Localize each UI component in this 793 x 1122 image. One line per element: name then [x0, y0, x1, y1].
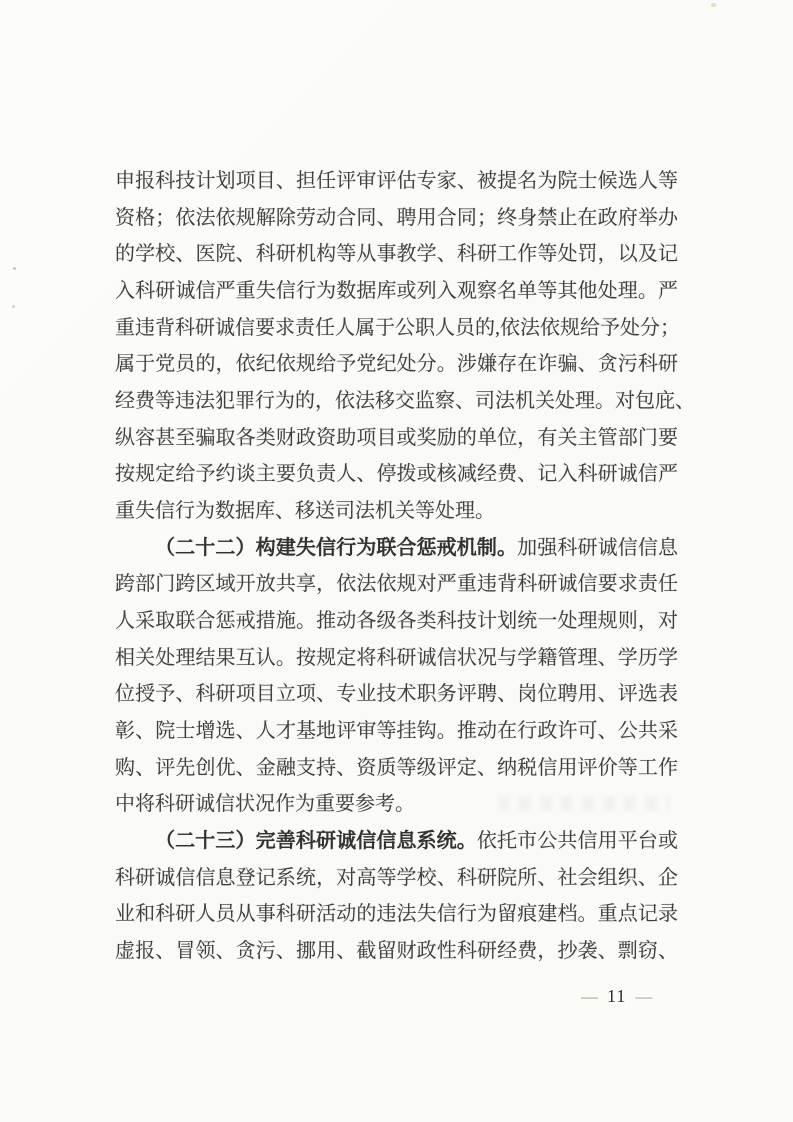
body-text-segment: 入科研诚信严重失信行为数据库或列入观察名单等其他处理。严 [115, 280, 678, 303]
body-text-segment: 科研诚信信息登记系统，对高等学校、科研院所、社会组织、企 [115, 866, 678, 889]
text-line [115, 383, 695, 420]
body-text-segment: 虚报、冒领、贪污、挪用、截留财政性科研经费，抄袭、剽窃、 [115, 940, 678, 963]
body-text-segment: 位授予、科研项目立项、专业技术职务评聘、岗位聘用、评选表 [115, 683, 678, 706]
body-text-segment: 申报科技计划项目、担任评审评估专家、被提名为院士候选人等 [115, 170, 678, 192]
text-line [115, 420, 678, 457]
page-number-dash-right: — [635, 986, 653, 1006]
body-text-segment: 纵容甚至骗取各类财政资助项目或奖励的单位，有关主管部门要 [115, 426, 678, 449]
text-line [115, 566, 678, 603]
scan-artifact-dot [12, 305, 15, 308]
body-text-segment: 跨部门跨区域开放共享，依法依规对严重违背科研诚信要求责任 [115, 573, 678, 596]
text-line [115, 493, 678, 530]
text-line [115, 786, 678, 823]
text-line [115, 896, 678, 933]
scan-artifact-dot [13, 267, 16, 270]
body-text-segment: 重违背科研诚信要求责任人属于公职人员的,依法依规给予处分； [115, 316, 680, 339]
page-number-value: 11 [607, 986, 627, 1006]
text-block [115, 163, 695, 970]
page-number [581, 986, 652, 1007]
text-line [115, 200, 678, 237]
text-line [115, 713, 678, 750]
text-line [115, 933, 678, 970]
clause-heading-segment: （二十三）完善科研诚信信息系统。 [155, 830, 477, 853]
body-text-segment: 中将科研诚信状况作为重要参考。 [115, 793, 415, 816]
text-line [115, 750, 678, 787]
body-text-segment: 经费等违法犯罪行为的，依法移交监察、司法机关处理。对包庇、 [115, 390, 695, 413]
text-line [115, 603, 678, 640]
scan-artifact-speck [711, 3, 716, 7]
text-line [115, 273, 678, 310]
body-text-segment: 业和科研人员从事科研活动的违法失信行为留痕建档。重点记录 [115, 903, 678, 926]
text-line [115, 236, 678, 273]
text-line [115, 676, 678, 713]
body-text-segment: 重失信行为数据库、移送司法机关等处理。 [115, 500, 495, 523]
text-line [115, 346, 678, 383]
text-line [115, 530, 678, 567]
text-line [115, 163, 678, 200]
clause-heading-segment: （二十二）构建失信行为联合惩戒机制。 [155, 536, 518, 559]
body-text-segment: 人采取联合惩戒措施。推动各级各类科技计划统一处理规则，对 [115, 610, 678, 633]
body-text-segment: 的学校、医院、科研机构等从事教学、科研工作等处罚，以及记 [115, 243, 678, 266]
text-line [115, 640, 678, 677]
text-line [115, 456, 678, 493]
body-text-segment: 相关处理结果互认。按规定将科研诚信状况与学籍管理、学历学 [115, 646, 678, 669]
body-text-segment: 属于党员的，依纪依规给予党纪处分。涉嫌存在诈骗、贪污科研 [115, 353, 678, 376]
text-line [115, 310, 678, 347]
body-text-segment: 彰、院士增选、人才基地评审等挂钩。推动在行政许可、公共采 [115, 720, 678, 743]
text-line [115, 860, 678, 897]
body-text-segment: 按规定给予约谈主要负责人、停拨或核减经费、记入科研诚信严 [115, 463, 678, 486]
body-text-segment: 依托市公共信用平台或 [476, 830, 679, 853]
body-text-segment: 资格；依法依规解除劳动合同、聘用合同；终身禁止在政府举办 [115, 206, 678, 229]
body-text-segment: 购、评先创优、金融支持、资质等级评定、纳税信用评价等工作 [115, 756, 678, 779]
text-line [115, 823, 678, 860]
body-text-segment: 加强科研诚信信息 [517, 536, 679, 559]
page-number-dash-left: — [581, 986, 598, 1006]
